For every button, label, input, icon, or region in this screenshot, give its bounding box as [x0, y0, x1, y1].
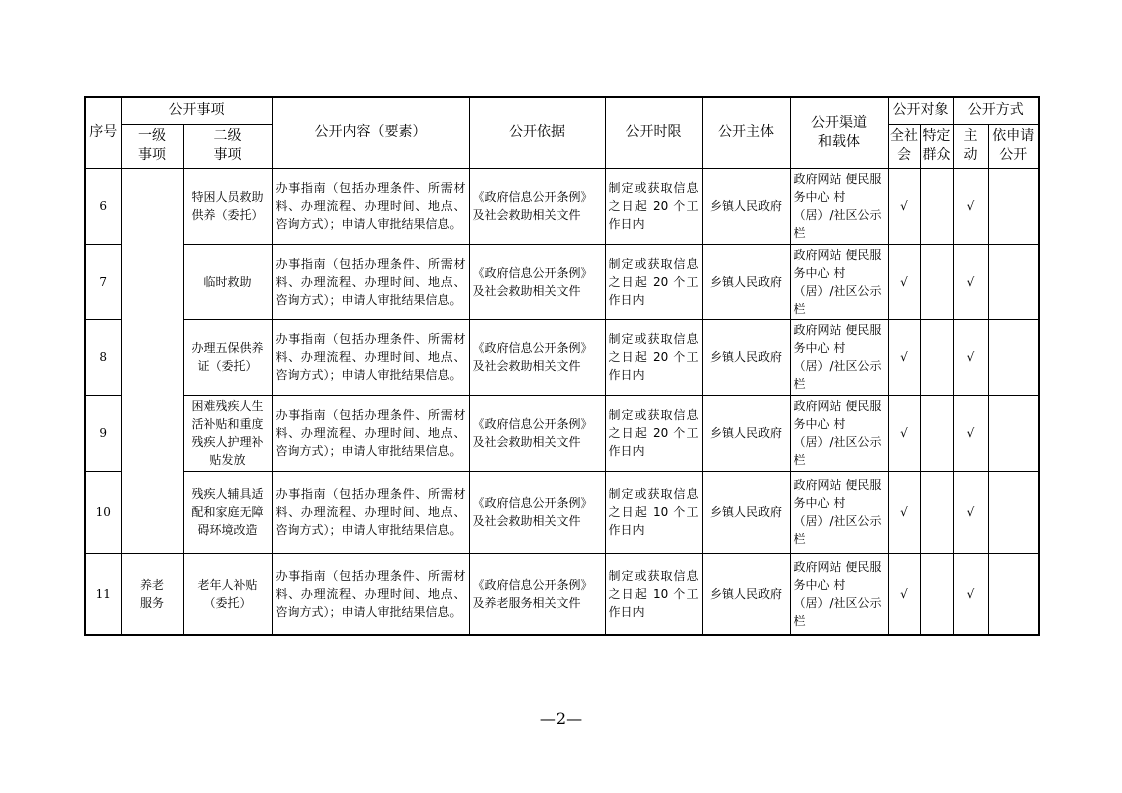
row-check-active: √	[953, 168, 988, 244]
row-check-active: √	[953, 395, 988, 471]
row-check-apply	[988, 319, 1039, 395]
row-level2: 特困人员救助供养（委托）	[183, 168, 272, 244]
row-level1: 养老服务	[121, 553, 183, 635]
table-row	[85, 244, 1039, 319]
row-check-all: √	[888, 168, 920, 244]
header-content: 公开内容（要素）	[272, 97, 469, 168]
row-subject: 乡镇人民政府	[702, 168, 790, 244]
header-seq: 序号	[85, 97, 121, 168]
row-seq: 9	[85, 395, 121, 471]
row-check-active: √	[953, 553, 988, 635]
row-basis: 《政府信息公开条例》及社会救助相关文件	[469, 319, 605, 395]
row-subject: 乡镇人民政府	[702, 395, 790, 471]
row-basis: 《政府信息公开条例》及社会救助相关文件	[469, 244, 605, 319]
row-check-apply	[988, 471, 1039, 553]
row-check-active: √	[953, 319, 988, 395]
header-level1: 一级事项	[121, 124, 183, 168]
row-check-apply	[988, 168, 1039, 244]
row-timelimit: 制定或获取信息之日起 20 个工作日内	[605, 395, 702, 471]
row-check-specific	[920, 553, 953, 635]
header-subject: 公开主体	[702, 97, 790, 168]
disclosure-table	[84, 96, 1040, 636]
header-basis: 公开依据	[469, 97, 605, 168]
row-check-all: √	[888, 319, 920, 395]
row-level2: 困难残疾人生活补贴和重度残疾人护理补贴发放	[183, 395, 272, 471]
table-row	[85, 319, 1039, 395]
header-row-1	[85, 97, 1039, 124]
row-check-all: √	[888, 244, 920, 319]
header-audience-specific: 特定群众	[920, 124, 953, 168]
row-level2: 办理五保供养证（委托）	[183, 319, 272, 395]
table-row	[85, 395, 1039, 471]
header-timelimit: 公开时限	[605, 97, 702, 168]
row-check-all: √	[888, 553, 920, 635]
row-check-active: √	[953, 471, 988, 553]
header-audience-all: 全社会	[888, 124, 920, 168]
row-check-specific	[920, 168, 953, 244]
row-check-specific	[920, 395, 953, 471]
row-channel: 政府网站 便民服务中心 村（居）/社区公示栏	[790, 168, 888, 244]
header-items: 公开事项	[121, 97, 272, 124]
row-check-all: √	[888, 395, 920, 471]
row-timelimit: 制定或获取信息之日起 10 个工作日内	[605, 471, 702, 553]
row-channel: 政府网站 便民服务中心 村（居）/社区公示栏	[790, 244, 888, 319]
row-level1	[121, 168, 183, 553]
row-seq: 10	[85, 471, 121, 553]
row-seq: 8	[85, 319, 121, 395]
row-channel: 政府网站 便民服务中心 村（居）/社区公示栏	[790, 395, 888, 471]
row-level2: 残疾人辅具适配和家庭无障碍环境改造	[183, 471, 272, 553]
row-timelimit: 制定或获取信息之日起 20 个工作日内	[605, 244, 702, 319]
row-timelimit: 制定或获取信息之日起 20 个工作日内	[605, 319, 702, 395]
row-channel: 政府网站 便民服务中心 村（居）/社区公示栏	[790, 553, 888, 635]
row-check-specific	[920, 244, 953, 319]
row-check-apply	[988, 395, 1039, 471]
row-basis: 《政府信息公开条例》及社会救助相关文件	[469, 168, 605, 244]
row-seq: 11	[85, 553, 121, 635]
table-row	[85, 553, 1039, 635]
row-level2: 老年人补贴（委托）	[183, 553, 272, 635]
row-content: 办事指南（包括办理条件、所需材料、办理流程、办理时间、地点、咨询方式）；申请人审批结果信息。	[272, 553, 469, 635]
row-content: 办事指南（包括办理条件、所需材料、办理流程、办理时间、地点、咨询方式）；申请人审批结果信息。	[272, 168, 469, 244]
row-level2: 临时救助	[183, 244, 272, 319]
row-check-specific	[920, 471, 953, 553]
row-subject: 乡镇人民政府	[702, 471, 790, 553]
row-content: 办事指南（包括办理条件、所需材料、办理流程、办理时间、地点、咨询方式）；申请人审批结果信息。	[272, 471, 469, 553]
header-audience: 公开对象	[888, 97, 953, 124]
row-seq: 7	[85, 244, 121, 319]
row-check-apply	[988, 244, 1039, 319]
row-channel: 政府网站 便民服务中心 村（居）/社区公示栏	[790, 319, 888, 395]
row-check-specific	[920, 319, 953, 395]
table-row	[85, 471, 1039, 553]
row-content: 办事指南（包括办理条件、所需材料、办理流程、办理时间、地点、咨询方式）；申请人审批结果信息。	[272, 319, 469, 395]
header-channel: 公开渠道和载体	[790, 97, 888, 168]
row-subject: 乡镇人民政府	[702, 553, 790, 635]
row-subject: 乡镇人民政府	[702, 244, 790, 319]
row-timelimit: 制定或获取信息之日起 20 个工作日内	[605, 168, 702, 244]
header-method-active: 主动	[953, 124, 988, 168]
row-subject: 乡镇人民政府	[702, 319, 790, 395]
row-check-apply	[988, 553, 1039, 635]
page-number: —2—	[539, 709, 583, 728]
row-basis: 《政府信息公开条例》及养老服务相关文件	[469, 553, 605, 635]
row-seq: 6	[85, 168, 121, 244]
header-level2: 二级事项	[183, 124, 272, 168]
row-content: 办事指南（包括办理条件、所需材料、办理流程、办理时间、地点、咨询方式）；申请人审批结果信息。	[272, 244, 469, 319]
row-timelimit: 制定或获取信息之日起 10 个工作日内	[605, 553, 702, 635]
header-method: 公开方式	[953, 97, 1039, 124]
row-check-all: √	[888, 471, 920, 553]
row-channel: 政府网站 便民服务中心 村（居）/社区公示栏	[790, 471, 888, 553]
table-row	[85, 168, 1039, 244]
row-check-active: √	[953, 244, 988, 319]
row-content: 办事指南（包括办理条件、所需材料、办理流程、办理时间、地点、咨询方式）；申请人审批结果信息。	[272, 395, 469, 471]
header-method-apply: 依申请公开	[988, 124, 1039, 168]
row-basis: 《政府信息公开条例》及社会救助相关文件	[469, 471, 605, 553]
row-basis: 《政府信息公开条例》及社会救助相关文件	[469, 395, 605, 471]
